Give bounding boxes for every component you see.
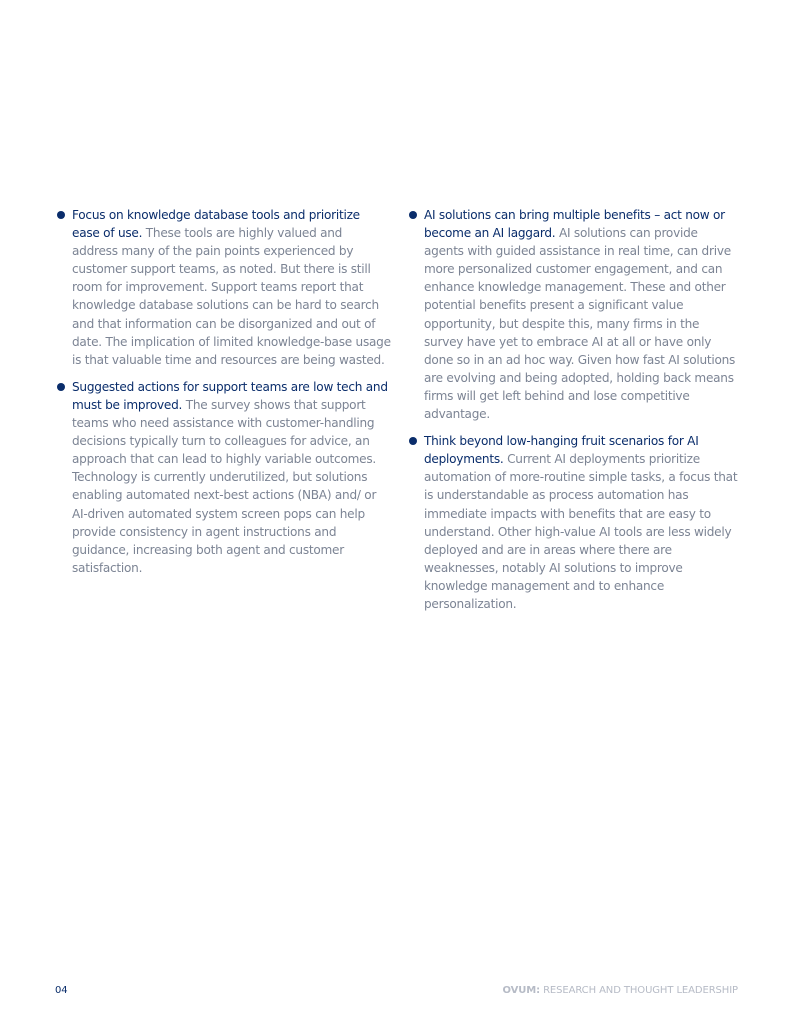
right-column — [409, 206, 739, 622]
bullet-dot-icon — [57, 383, 65, 391]
bullet-item — [57, 378, 391, 577]
footer-brand — [502, 984, 738, 998]
brand-name: OVUM: — [502, 985, 540, 996]
brand-tagline: RESEARCH AND THOUGHT LEADERSHIP — [539, 985, 738, 996]
page-number: 04 — [55, 985, 68, 996]
bullet-body: The survey shows that support teams who need assistance with customer-handling decisions typically turn to colleagues for advice, an approach that can lead to highly variable outcomes. Technology is currently underutilized, but solutions enabling automated next-best actions (NBA) and/ or AI-driven automated system screen pops can help provide consistency in agent instructions and guidance, increasing both agent and customer satisfaction. — [72, 397, 377, 575]
bullet-item — [409, 432, 739, 613]
bullet-body: Current AI deployments prioritize automation of more-routine simple tasks, a focus that is understandable as process automation has immediate impacts with benefits that are easy to understand. Other high-value AI tools are less widely deployed and are in areas where there are weaknesses, notably AI solutions to improve knowledge management and to enhance personalization. — [424, 452, 738, 611]
left-column — [57, 206, 391, 586]
bullet-dot-icon — [409, 211, 417, 219]
bullet-lead: Focus on knowledge database tools and prioritize ease of use. — [72, 208, 360, 241]
bullet-lead: Think beyond low-hanging fruit scenarios for AI deployments. — [424, 434, 699, 467]
bullet-dot-icon — [409, 437, 417, 445]
bullet-lead: Suggested actions for support teams are low tech and must be improved. — [72, 379, 388, 412]
bullet-body: These tools are highly valued and address many of the pain points experienced by customer support teams, as noted. But there is still room for improvement. Support teams report that knowledge database solutions can be hard to search and that information can be disorganized and out of date. The implication of limited knowledge-base usage is that valuable time and resources are being wasted. — [72, 226, 391, 367]
bullet-item — [409, 206, 739, 423]
bullet-lead: AI solutions can bring multiple benefits – act now or become an AI laggard. — [424, 208, 725, 241]
bullet-dot-icon — [57, 211, 65, 219]
bullet-item — [57, 206, 391, 369]
bullet-body: AI solutions can provide agents with guided assistance in real time, can drive more personalized customer engagement, and can enhance knowledge management. These and other potential benefits present a significant value opportunity, but despite this, many firms in the survey have yet to embrace AI at all or have only done so in an ad hoc way. Given how fast AI solutions are evolving and being adopted, holding back means firms will get left behind and lose competitive advantage. — [424, 226, 736, 422]
